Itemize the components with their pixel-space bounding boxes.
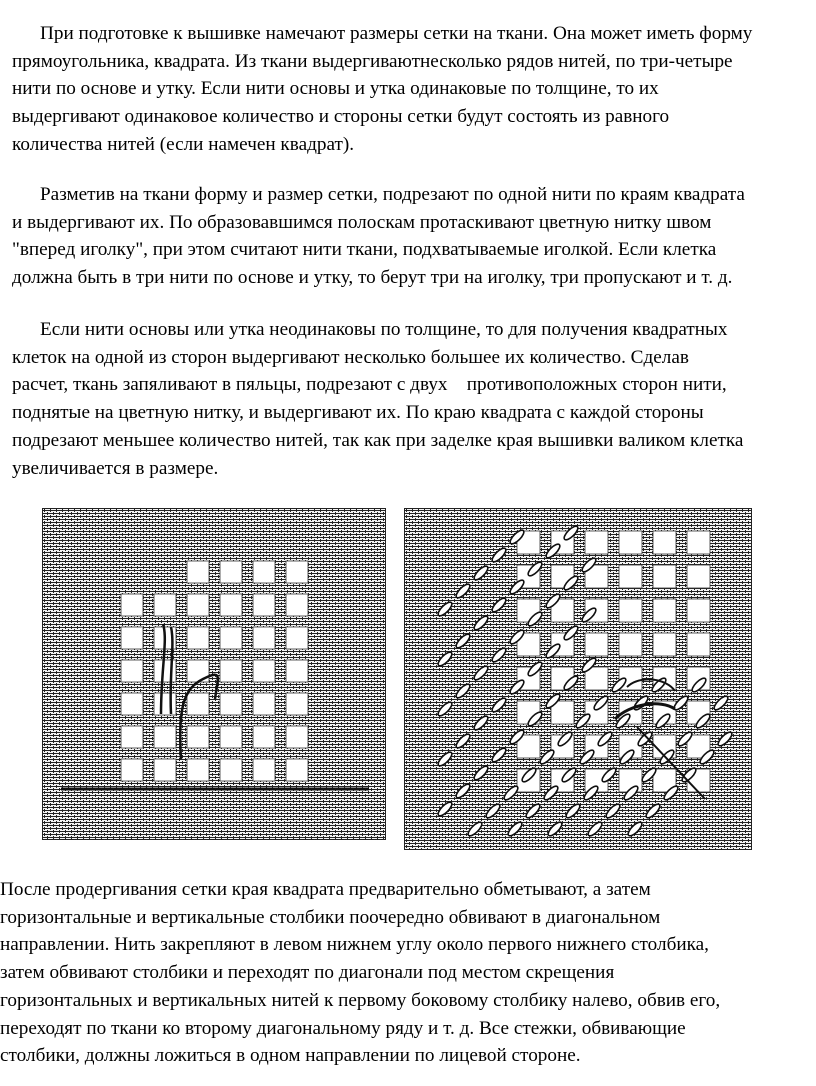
grid-cell bbox=[687, 531, 710, 554]
text-line: должна быть в три нити по основе и утку, то берут три на иголку, три пропускают и т. д. bbox=[12, 267, 733, 289]
grid-cell bbox=[585, 531, 608, 554]
grid-cell bbox=[154, 726, 176, 748]
grid-cell bbox=[154, 693, 176, 715]
grid-cell bbox=[154, 759, 176, 781]
grid-cell bbox=[253, 759, 275, 781]
text-line: увеличивается в размере. bbox=[12, 457, 219, 479]
grid-cell bbox=[253, 660, 275, 682]
grid-cell bbox=[585, 633, 608, 656]
grid-cell bbox=[619, 531, 642, 554]
grid-cell bbox=[121, 594, 143, 616]
grid-cell bbox=[253, 594, 275, 616]
grid-cell bbox=[187, 693, 209, 715]
paragraph-3 bbox=[12, 316, 743, 482]
drawn-thread-grid-illustration bbox=[42, 508, 386, 840]
paragraph-1 bbox=[12, 20, 752, 159]
text-line: столбики, должны ложиться в одном направлении по лицевой стороне. bbox=[0, 1045, 581, 1067]
grid-cell bbox=[187, 594, 209, 616]
grid-cell bbox=[121, 660, 143, 682]
text-line: "вперед иголку", при этом считают нити ткани, подхватываемые иголкой. Если клетка bbox=[12, 239, 717, 261]
grid-cell bbox=[653, 565, 676, 588]
text-line: Разметив на ткани форму и размер сетки, подрезают по одной нити по краям квадрата bbox=[40, 184, 745, 205]
grid-cell bbox=[286, 726, 308, 748]
text-line: клеток на одной из сторон выдергивают несколько большее их количество. Сделав bbox=[12, 346, 689, 368]
grid-drawing-right bbox=[405, 509, 751, 849]
grid-cell bbox=[187, 627, 209, 649]
grid-cell bbox=[220, 660, 242, 682]
grid-cell bbox=[253, 561, 275, 583]
text-line: прямоугольника, квадрата. Из ткани выдергиваютнесколько рядов нитей, по три-четыре bbox=[12, 50, 733, 72]
grid-cell bbox=[619, 633, 642, 656]
grid-cell bbox=[286, 561, 308, 583]
grid-cell bbox=[687, 599, 710, 622]
grid-cell bbox=[220, 759, 242, 781]
grid-cell bbox=[220, 594, 242, 616]
text-line: выдергивают одинаковое количество и стороны сетки будут состоять из равного bbox=[12, 106, 670, 128]
text-line: подрезают меньшее количество нитей, так как при заделке края вышивки валиком клетка bbox=[12, 429, 744, 451]
grid-cell bbox=[286, 627, 308, 649]
grid-cell bbox=[286, 594, 308, 616]
text-line: расчет, ткань запяливают в пяльцы, подрезают с двух противоположных сторон нити, bbox=[12, 374, 727, 396]
text-line: горизонтальные и вертикальные столбики поочередно обвивают в диагональном bbox=[0, 906, 661, 928]
text-line: переходят по ткани ко второму диагональному ряду и т. д. Все стежки, обвивающие bbox=[0, 1017, 686, 1039]
grid-cell bbox=[653, 531, 676, 554]
grid-cell bbox=[121, 726, 143, 748]
grid-cell bbox=[687, 633, 710, 656]
grid-cell bbox=[253, 627, 275, 649]
grid-cell bbox=[154, 594, 176, 616]
grid-cell bbox=[187, 561, 209, 583]
grid-drawing-left bbox=[43, 509, 385, 839]
text-line: Если нити основы или утка неодинаковы по толщине, то для получения квадратных bbox=[40, 319, 728, 340]
grid-cell bbox=[121, 627, 143, 649]
grid-cell bbox=[220, 726, 242, 748]
text-line: затем обвивают столбики и переходят по диагонали под местом скрещения bbox=[0, 962, 615, 984]
grid-cell bbox=[619, 565, 642, 588]
grid-cell bbox=[220, 627, 242, 649]
grid-cell bbox=[220, 561, 242, 583]
grid-cell bbox=[286, 759, 308, 781]
grid-cell bbox=[187, 759, 209, 781]
grid-cell bbox=[687, 565, 710, 588]
grid-cell bbox=[121, 759, 143, 781]
text-line: количества нитей (если намечен квадрат). bbox=[12, 133, 355, 155]
text-line: При подготовке к вышивке намечают размеры сетки на ткани. Она может иметь форму bbox=[40, 23, 753, 44]
grid-cell bbox=[653, 599, 676, 622]
text-line: направлении. Нить закрепляют в левом нижнем углу около первого нижнего столбика, bbox=[0, 934, 709, 956]
grid-cell bbox=[121, 693, 143, 715]
grid-cell bbox=[286, 660, 308, 682]
grid-cell bbox=[619, 599, 642, 622]
text-line: После продергивания сетки края квадрата предварительно обметывают, а затем bbox=[0, 879, 651, 900]
paragraph-2 bbox=[12, 181, 745, 292]
text-line: нити по основе и утку. Если нити основы и утка одинаковые по толщине, то их bbox=[12, 78, 659, 100]
wrapped-grid-illustration bbox=[404, 508, 752, 850]
grid-cell bbox=[253, 726, 275, 748]
paragraph-4 bbox=[0, 876, 720, 1070]
text-line: и выдергивают их. По образовавшимся полоскам протаскивают цветную нитку швом bbox=[12, 211, 712, 233]
grid-cell bbox=[286, 693, 308, 715]
grid-cell bbox=[220, 693, 242, 715]
text-line: поднятые на цветную нитку, и выдергивают их. По краю квадрата с каждой стороны bbox=[12, 402, 704, 424]
text-line: горизонтальных и вертикальных нитей к первому боковому столбику налево, обвив его, bbox=[0, 989, 721, 1011]
grid-cell bbox=[253, 693, 275, 715]
grid-cell bbox=[187, 726, 209, 748]
grid-cell bbox=[653, 633, 676, 656]
